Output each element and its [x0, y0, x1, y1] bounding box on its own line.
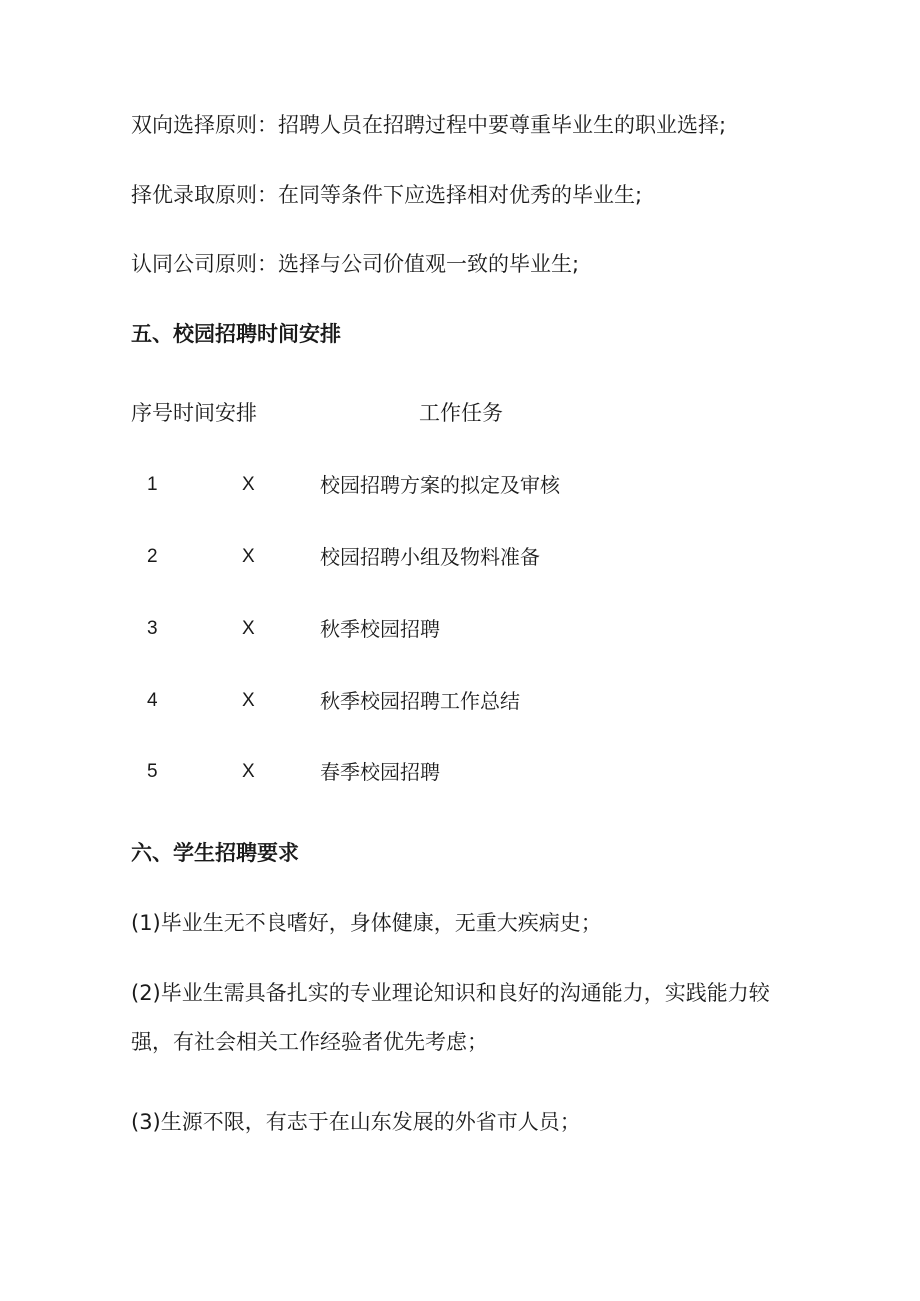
row-task: 秋季校园招聘	[320, 617, 440, 641]
row-task: 校园招聘方案的拟定及审核	[320, 473, 560, 497]
principle-two-way-selection: 双向选择原则：招聘人员在招聘过程中要尊重毕业生的职业选择;	[131, 113, 727, 137]
table-row	[0, 470, 920, 500]
row-task: 秋季校园招聘工作总结	[320, 689, 520, 713]
table-row	[0, 686, 920, 716]
row-number: 5	[147, 761, 158, 782]
row-number: 4	[147, 690, 158, 711]
row-time: X	[242, 546, 255, 567]
requirement-item-2-continued: 强，有社会相关工作经验者优先考虑；	[131, 1030, 488, 1054]
row-time: X	[242, 618, 255, 639]
row-time: X	[242, 474, 255, 495]
requirement-item-1: (1)毕业生无不良嗜好，身体健康，无重大疾病史；	[131, 911, 602, 935]
row-task: 校园招聘小组及物料准备	[320, 545, 540, 569]
table-row	[0, 614, 920, 644]
section-6-heading: 六、学生招聘要求	[131, 841, 299, 865]
section-5-heading: 五、校园招聘时间安排	[131, 322, 341, 346]
requirement-item-3: (3)生源不限，有志于在山东发展的外省市人员；	[131, 1110, 581, 1134]
table-header-seq-time: 序号时间安排	[131, 401, 257, 425]
row-time: X	[242, 761, 255, 782]
row-number: 1	[147, 474, 158, 495]
principle-company-identity: 认同公司原则：选择与公司价值观一致的毕业生;	[131, 252, 580, 276]
table-header-task: 工作任务	[419, 401, 503, 425]
principle-merit-admission: 择优录取原则：在同等条件下应选择相对优秀的毕业生;	[131, 183, 643, 207]
requirement-item-2: (2)毕业生需具备扎实的专业理论知识和良好的沟通能力，实践能力较	[131, 981, 770, 1005]
row-task: 春季校园招聘	[320, 760, 440, 784]
row-number: 3	[147, 618, 158, 639]
row-number: 2	[147, 546, 158, 567]
table-row	[0, 542, 920, 572]
table-row	[0, 757, 920, 787]
row-time: X	[242, 690, 255, 711]
